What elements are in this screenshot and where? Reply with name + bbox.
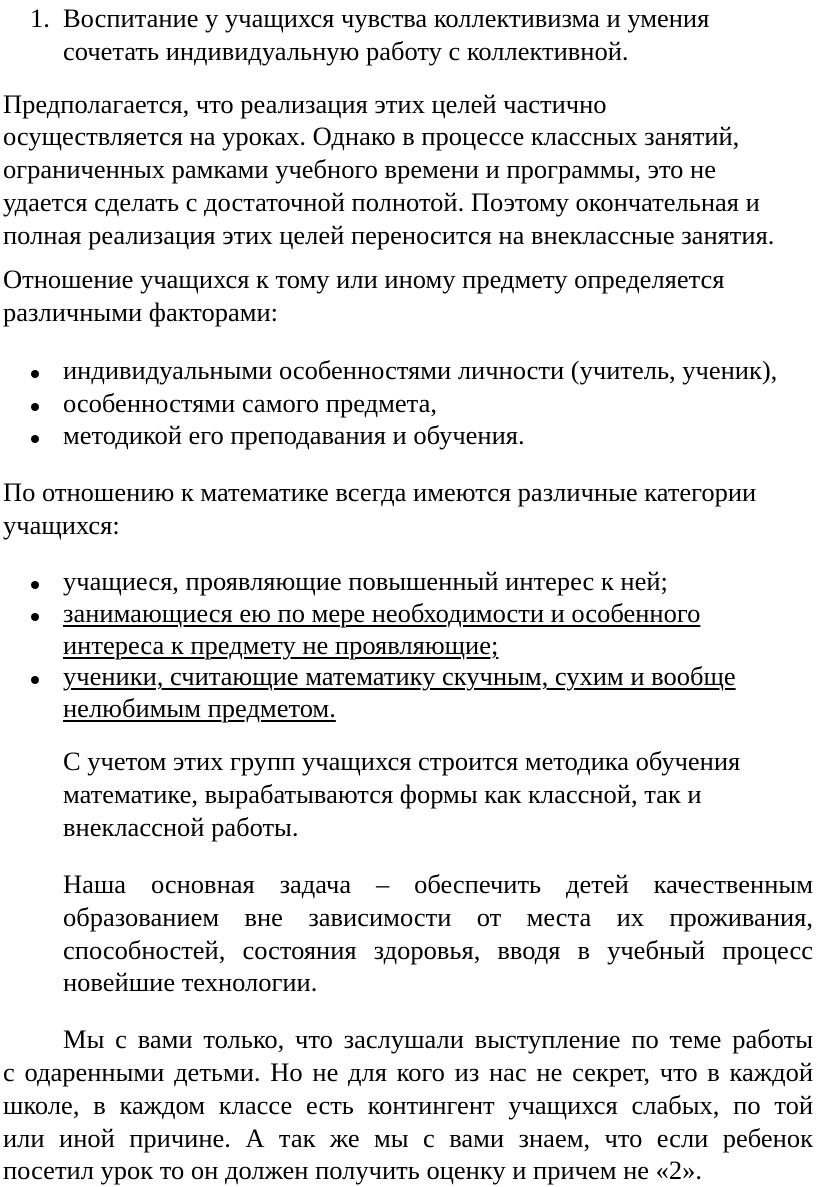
item-number: 1. bbox=[30, 3, 50, 33]
paragraph-line: математике, вырабатываются формы как классной, так и bbox=[63, 779, 702, 809]
paragraph-line: осуществляется на уроках. Однако в процессе классных занятий, bbox=[3, 121, 740, 151]
paragraph-line: Мы с вами только, что заслушали выступление по теме работы bbox=[63, 1024, 813, 1054]
paragraph-line: образованием вне зависимости от места их проживания, bbox=[63, 902, 813, 932]
paragraph-line: посетил урок то он должен получить оценку и причем не «2». bbox=[3, 1155, 703, 1185]
paragraph-line: С учетом этих групп учащихся строится методика обучения bbox=[63, 746, 741, 776]
bullet-icon bbox=[31, 403, 39, 411]
paragraph-line: ограниченных рамками учебного времени и программы, это не bbox=[3, 154, 716, 184]
list-item-continuation: интереса к предмету не проявляющие; bbox=[63, 630, 499, 660]
paragraph-line: с одаренными детьми. Но не для кого из нас не секрет, что в каждой bbox=[3, 1057, 813, 1087]
list-item: занимающиеся ею по мере необходимости и особенного bbox=[63, 598, 701, 628]
paragraph-line: полная реализация этих целей переносится на внеклассные занятия. bbox=[3, 220, 775, 250]
list-item: методикой его преподавания и обучения. bbox=[63, 420, 525, 450]
bullet-icon bbox=[31, 676, 39, 684]
list-item: ученики, считающие математику скучным, сухим и вообще bbox=[63, 661, 736, 691]
paragraph-line: новейшие технологии. bbox=[63, 967, 318, 997]
paragraph-line: Наша основная задача – обеспечить детей качественным bbox=[63, 869, 813, 899]
paragraph-line: Отношение учащихся к тому или иному предмету определяется bbox=[3, 264, 725, 294]
paragraph-line: удается сделать с достаточной полнотой. Поэтому окончательная и bbox=[3, 187, 760, 217]
paragraph-line: школе, в каждом классе есть контингент учащихся слабых, по той bbox=[3, 1090, 813, 1120]
bullet-icon bbox=[31, 435, 39, 443]
list-item: учащиеся, проявляющие повышенный интерес к ней; bbox=[63, 566, 668, 596]
bullet-icon bbox=[31, 613, 39, 621]
paragraph-line: По отношению к математике всегда имеются различные категории bbox=[3, 477, 757, 507]
paragraph-line: или иной причине. А так же мы с вами знаем, что если ребенок bbox=[3, 1123, 813, 1153]
list-item-continuation: нелюбимым предметом. bbox=[63, 693, 336, 723]
item-text-line: Воспитание у учащихся чувства коллективизма и умения bbox=[63, 3, 710, 33]
paragraph-line: учащихся: bbox=[3, 510, 120, 540]
paragraph-line: внеклассной работы. bbox=[63, 812, 299, 842]
paragraph-line: способностей, состояния здоровья, вводя в учебный процесс bbox=[63, 935, 813, 965]
bullet-icon bbox=[31, 581, 39, 589]
bullet-icon bbox=[31, 370, 39, 378]
item-text-line: сочетать индивидуальную работу с коллективной. bbox=[63, 36, 629, 66]
paragraph-line: Предполагается, что реализация этих целей частично bbox=[3, 89, 607, 119]
paragraph-line: различными факторами: bbox=[3, 297, 279, 327]
list-item: особенностями самого предмета, bbox=[63, 388, 437, 418]
list-item: индивидуальными особенностями личности (учитель, ученик), bbox=[63, 355, 778, 385]
